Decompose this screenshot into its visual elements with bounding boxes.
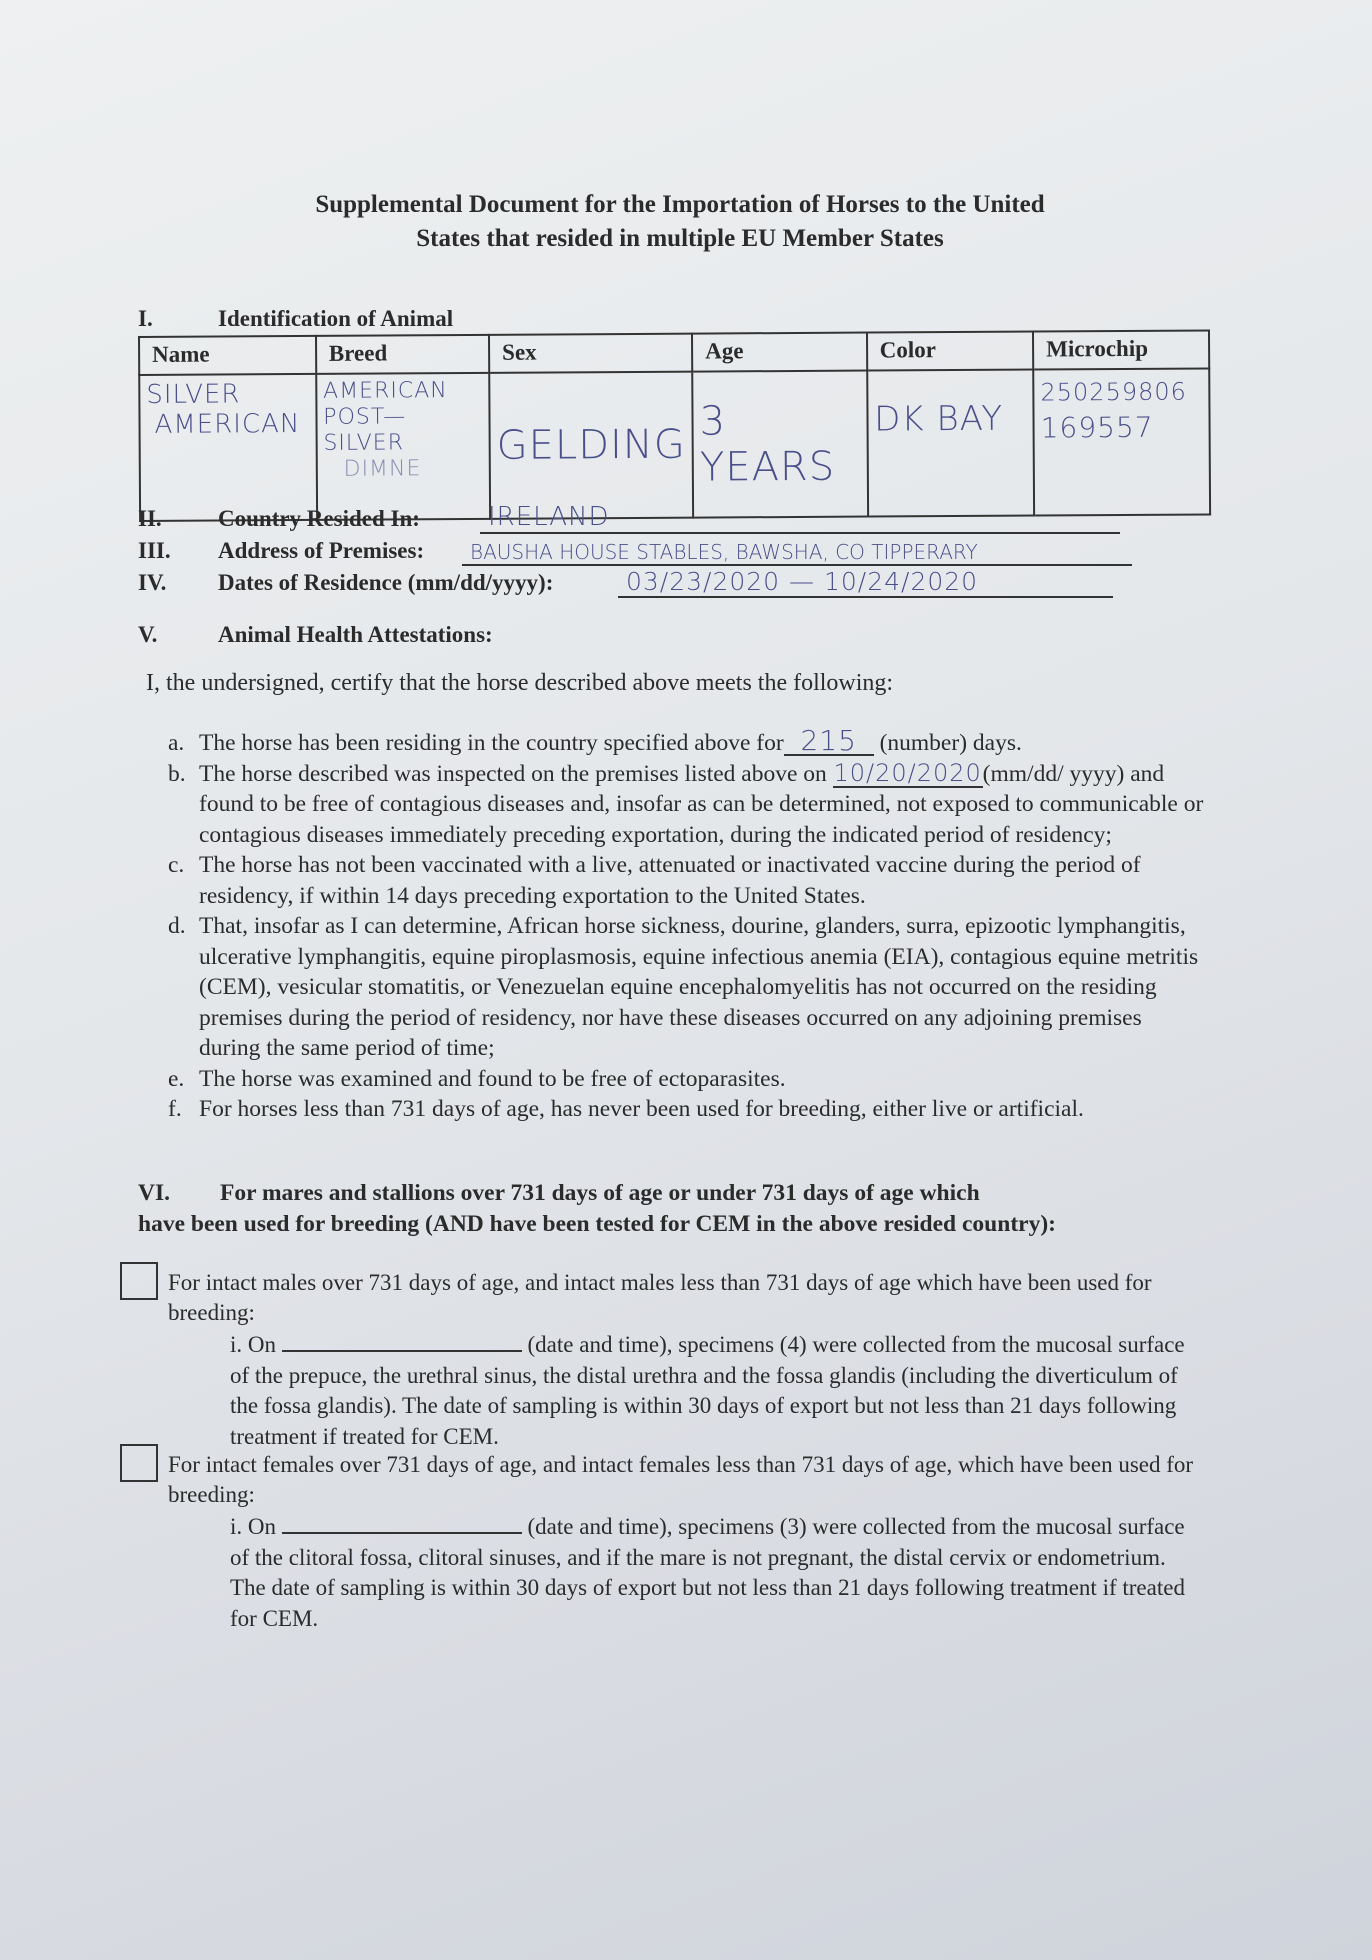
- section-3-row: [138, 538, 424, 564]
- cell-breed[interactable]: [316, 373, 490, 520]
- name-line-2: AMERICAN: [154, 409, 301, 440]
- column-header-microchip: Microchip: [1033, 330, 1209, 369]
- attestation-f: [168, 1094, 1208, 1125]
- inspection-date-field[interactable]: 10/20/2020: [833, 758, 982, 787]
- section-number: IV.: [138, 570, 167, 595]
- certification-intro: I, the undersigned, certify that the horse described above meets the following:: [146, 670, 894, 696]
- breed-line-3: SILVER: [323, 430, 405, 456]
- dates-value: 03/23/2020 — 10/24/2020: [626, 567, 979, 596]
- cell-color[interactable]: DK BAY: [867, 370, 1034, 517]
- breed-line-2: POST—: [323, 404, 407, 430]
- title-line-2: States that resided in multiple EU Member States: [416, 225, 944, 252]
- column-header-age: Age: [692, 333, 867, 372]
- item-letter: c.: [168, 852, 185, 878]
- table-row: [139, 368, 1210, 521]
- address-label: Address of Premises:: [218, 538, 425, 563]
- attestation-list: [168, 724, 1208, 1125]
- subitem-number: i.: [230, 1332, 243, 1357]
- microchip-line-2: 169557: [1040, 410, 1154, 445]
- attestation-a: [168, 724, 1208, 759]
- country-value: IRELAND: [488, 502, 610, 532]
- column-header-sex: Sex: [489, 334, 692, 373]
- item-letter: a.: [168, 730, 185, 756]
- item-text: The horse has been residing in the country specified above for: [199, 730, 784, 756]
- subitem-on: On: [247, 1332, 277, 1357]
- cell-age[interactable]: 3 YEARS: [692, 371, 867, 518]
- item-text: (number) days.: [879, 730, 1022, 756]
- section-title-line-2: have been used for breeding (AND have been tested for CEM in the above resided country):: [138, 1211, 1056, 1237]
- section-4-row: [138, 570, 553, 596]
- column-header-color: Color: [867, 332, 1034, 371]
- breed-line-4: DIMNE: [343, 456, 422, 482]
- residency-days-field[interactable]: 215: [784, 728, 874, 756]
- microchip-line-1: 250259806: [1040, 377, 1187, 407]
- name-line-1: SILVER: [146, 379, 241, 410]
- item-letter: f.: [168, 1096, 182, 1122]
- intact-males-checkbox[interactable]: [120, 1262, 158, 1300]
- item-letter: b.: [168, 760, 186, 787]
- column-header-name: Name: [139, 336, 316, 375]
- column-header-breed: Breed: [316, 335, 489, 374]
- intact-males-text: For intact males over 731 days of age, and intact males less than 731 days of age which have been used for breeding:: [168, 1270, 1152, 1325]
- item-text: For horses less than 731 days of age, has never been used for breeding, either live or artificial.: [199, 1096, 1084, 1122]
- intact-males-subitem: [230, 1330, 1195, 1452]
- dates-label: Dates of Residence (mm/dd/yyyy):: [218, 570, 554, 595]
- section-title: Animal Health Attestations:: [218, 622, 493, 647]
- cell-name[interactable]: [139, 374, 317, 521]
- section-number: I.: [138, 306, 153, 331]
- females-collection-date-field[interactable]: [282, 1514, 522, 1534]
- attestation-b: [168, 759, 1208, 851]
- document-title: [250, 188, 1110, 256]
- section-title: Identification of Animal: [218, 306, 454, 331]
- section-5-heading: [138, 622, 493, 648]
- country-field[interactable]: [480, 502, 1120, 534]
- section-number: V.: [138, 622, 158, 647]
- section-6-heading: [138, 1178, 1218, 1240]
- section-number: VI.: [138, 1180, 170, 1206]
- cell-sex[interactable]: GELDING: [489, 372, 693, 519]
- item-text: The horse has not been vaccinated with a live, attenuated or inactivated vaccine during the period of residency, if within 14 days preceding exportation to the United States.: [199, 852, 1141, 909]
- item-letter: d.: [168, 913, 186, 939]
- address-value: BAUSHA HOUSE STABLES, BAWSHA, CO TIPPERARY: [470, 540, 978, 564]
- item-text: (mm/dd/ yyyy) and found to be free of contagious diseases and, insofar as can be determined, not exposed to communicable or contagious diseases immediately preceding exportation, during the indicated period of residency;: [199, 760, 1204, 848]
- subitem-on: On: [247, 1514, 277, 1539]
- section-title-line-1: For mares and stallions over 731 days of age or under 731 days of age which: [220, 1180, 980, 1206]
- subitem-text: (date and time), specimens (3) were collected from the mucosal surface of the clitoral fossa, clitoral sinuses, and if the mare is not pregnant, the distal cervix or endometrium. The date of sampling is within 30 days of export but not less than 21 days following treatment if treated for CEM.: [230, 1514, 1185, 1631]
- subitem-number: i.: [230, 1514, 243, 1539]
- cell-microchip[interactable]: [1033, 368, 1210, 515]
- animal-identification-table: [138, 329, 1211, 522]
- item-text: The horse was examined and found to be free of ectoparasites.: [199, 1065, 786, 1092]
- dates-field[interactable]: [618, 566, 1113, 598]
- section-number: III.: [138, 538, 171, 563]
- address-field[interactable]: [462, 534, 1132, 566]
- title-line-1: Supplemental Document for the Importation of Horses to the United: [315, 191, 1045, 218]
- section-1-heading: [138, 306, 453, 332]
- item-text: That, insofar as I can determine, African horse sickness, dourine, glanders, surra, epizootic lymphangitis, ulcerative lymphangitis, equine piroplasmosis, equine infectious anemia (EIA), contagious equine metritis (CEM), vesicular stomatitis, or Venezuelan equine encephalomyelitis has not occurred on the residing premises during the period of residency, nor have these diseases occurred on any adjoining premises during the same period of time;: [199, 913, 1199, 1061]
- intact-females-subitem: [230, 1512, 1195, 1634]
- attestation-d: [168, 911, 1208, 1064]
- item-letter: e.: [168, 1065, 185, 1092]
- attestation-e: [168, 1064, 1208, 1095]
- breed-line-1: AMERICAN: [323, 378, 448, 404]
- section-2-row: [138, 506, 420, 532]
- item-text: The horse described was inspected on the premises listed above on: [199, 760, 827, 787]
- intact-females-text: For intact females over 731 days of age, and intact females less than 731 days of age, which have been used for breeding:: [168, 1452, 1194, 1507]
- intact-females-checkbox[interactable]: [120, 1444, 158, 1482]
- males-collection-date-field[interactable]: [282, 1332, 522, 1352]
- attestation-c: [168, 850, 1208, 911]
- section-number: II.: [138, 506, 162, 531]
- country-label: Country Resided In:: [218, 506, 420, 531]
- subitem-text: (date and time), specimens (4) were collected from the mucosal surface of the prepuce, the urethral sinus, the distal urethra and the fossa glandis (including the diverticulum of the fossa glandis). The date of sampling is within 30 days of export but not less than 21 days following treatment if treated for CEM.: [230, 1332, 1185, 1449]
- table-header-row: [139, 330, 1209, 375]
